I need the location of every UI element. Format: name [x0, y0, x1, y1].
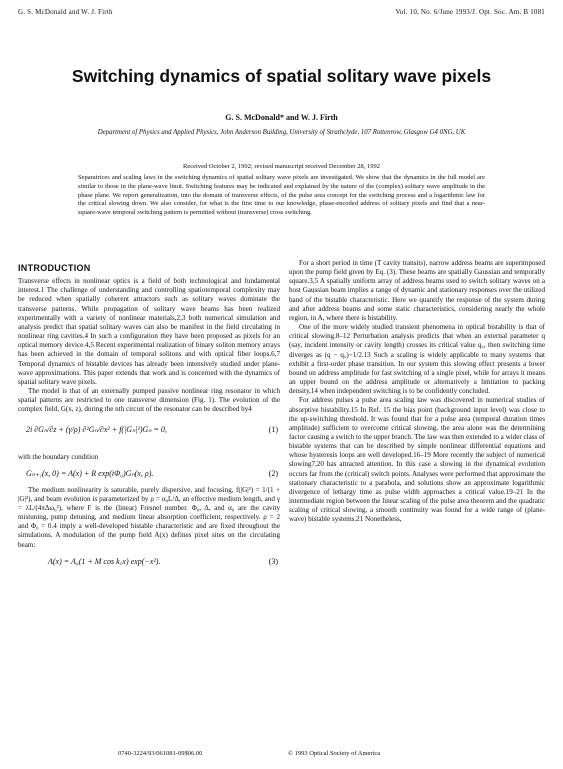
left-column [18, 264, 280, 572]
equation-3-number: (3) [268, 556, 278, 566]
right-paragraph-1: For a short period in time (T cavity transits), narrow address beams are superimposed upon the pump field given by Eq. (3). These beams are spatially Gaussian and temporally square.3,5 A spatially uniform array of address beams used to switch solitary waves on a host Gaussian beam implies a range of dynamic and stationary responses over the utilized band of the bistable characteristic. Here we quantify the response of the system during and after address beams and some static characteristics, considering nearly the whole region, in A, where there is bistability. [289, 259, 545, 322]
equation-2-body: Gₙ₊₁(x, 0) = A(x) + R exp(iΦ₀)Gₙ(x, ρ). [26, 468, 154, 478]
intro-paragraph-2: The model is that of an externally pumped passive nonlinear ring resonator in which spatial patterns are restricted to one transverse dimension (Fig. 1). The evolution of the complex field, G(x, z), during the nth circuit of the resonator can be described by4 [18, 387, 280, 414]
intro-paragraph-4: The medium nonlinearity is saturable, purely dispersive, and focusing, f(|G|²) = 1/(1 + |G|²), and beam evolution is parameterized by ρ = α₀L/Δ, an effective medium length, and γ = λL/(4πΔω₀²), where F is the (linear) Fresnel number. Φ₀, Δ, and α₀ are the cavity mistuning, pump detuning, and medium linear absorption coefficient, respectively. ρ = 2 and Φ₀ = 0.4 imply a well-developed bistable characteristic and are fixed throughout the simulations. A modulation of the pump field A(x) defines pixel sites on the circulating beam: [18, 485, 280, 549]
intro-paragraph-1: Transverse effects in nonlinear optics is a field of both technological and fundamental interest.1 The challenge of understanding and controlling spatiotemporal complexity may be reduced when spatially coherent attractors such as solitary waves dominate the transverse patterns. While propagation of solitary wave beams has been realized experimentally with a variety of nonlinear materials,2,3 both numerical simulation and analysis predict that spatial solitary waves can also be manifest in the field circulating in nonlinear ring cavities.4 In such a configuration they have been proposed as pixels for an optical memory device.4,5 Recent experimental realization of binary soliton memory arrays has been achieved in the domain of temporal solitons and with optical fiber loops.6,7 Temporal dynamics of bistable devices has already been intensively studied under plane-wave approximations. This paper extends that work and is concerned with the dynamics of spatial solitary wave pixels. [18, 277, 280, 386]
section-heading-introduction: INTRODUCTION [18, 263, 91, 273]
equation-3-body: A(x) = A₀(1 + M cos k꜀x) exp(−x²). [48, 556, 161, 566]
paper-authors: G. S. McDonald* and W. J. Firth [225, 113, 338, 122]
running-header [18, 8, 545, 20]
equation-1 [18, 417, 280, 451]
right-paragraph-2: One of the more widely studied transient phenomena in optical bistability is that of critical slowing.8–12 Perturbation analysis predicts that when an external parameter q (say, incident intensity or cavity length) crosses its critical value q꜀, then switching time diverges as (q − q꜀)−1/2.13 Such a scaling is widely applicable to many systems that exhibit a first-order phase transition. In our system this slowing effect presents a lower bound on address amplitude for fast switching of a single pixel, while for arrays it means an upper bound on the address amplitude or alternatively a limitation to packing density,14 when independent switching is to be confidently concluded. [289, 323, 545, 396]
equation-1-body: 2i ∂Gₙ/∂z + (γ/ρ) ∂²Gₙ/∂x² + f(|Gₙ|²)Gₙ = 0, [26, 424, 167, 434]
intro-paragraph-3: with the boundary condition [18, 452, 99, 461]
equation-1-number: (1) [268, 424, 278, 434]
footer-code: 0740-3224/93/061081-09$06.00 [118, 750, 203, 757]
running-header-citation: Vol. 10, No. 6/June 1993/J. Opt. Soc. Am. B 1081 [395, 8, 545, 16]
right-paragraph-3: For address pulses a pulse area scaling law was discovered in numerical studies of absorptive bistability.15 In Ref. 15 the bias point (background input level) was close to the up-switching threshold. It was found that for a pulse area (temporal duration times amplitude) sufficient to overcome critical slowing, the area alone was the determining factor causing a switch to the upper branch. The law was then extended to a wider class of bistable systems that can be described by simple nonlinear differential equations and whose hysteresis loops are well developed.16–19 More recently the subject of numerical slowing7,20 has attracted attention. In this case a slowing in the dynamical evolution occurs far from the (critical) switch points. Analyses were performed that approximate the stationary characteristic to a parabola, and solutions show an approximate logarithmic divergence of lethargy time as pulse width approaches a critical value.19–21 In the intermediate region between the linear scaling of the pulse area theorem and the quadratic scaling of critical slowing, a smooth continuity was found for a wide range of (plane-wave) bistable systems.21 Nonetheless, [289, 396, 545, 524]
received-dates: Received October 2, 1992; revised manuscript received December 28, 1992 [183, 163, 380, 170]
right-column [289, 259, 545, 525]
equation-2 [18, 464, 280, 484]
paper-title: Switching dynamics of spatial solitary wave pixels [71, 66, 492, 86]
equation-2-number: (2) [268, 468, 278, 478]
abstract: Separatrices and scaling laws in the switching dynamics of spatial solitary wave pixels are investigated. We show that the dynamics in the full model are similar to those in the plane-wave limit. Switching features may be indicated and explained by the nature of the (complex) solitary wave amplitude in the phase plane. We report generalization, into the domain of transverse effects, of the pulse area concept for the switching process and a logarithmic law for the critical slowing down. We also consider, for what is the first time to our knowledge, phase-encoded address of solitary pixels and find that a near-square-wave temporal switching pattern is permitted without (transverse) cross switching. [78, 174, 485, 217]
equation-3 [18, 552, 280, 570]
footer-copyright: © 1993 Optical Society of America [288, 750, 381, 757]
author-affiliation: Department of Physics and Applied Physics, John Anderson Building, University of Strathclyde, 107 Rottenrow, Glasgow G4 0NG, UK [97, 129, 466, 136]
running-header-authors: G. S. McDonald and W. J. Firth [18, 8, 113, 16]
